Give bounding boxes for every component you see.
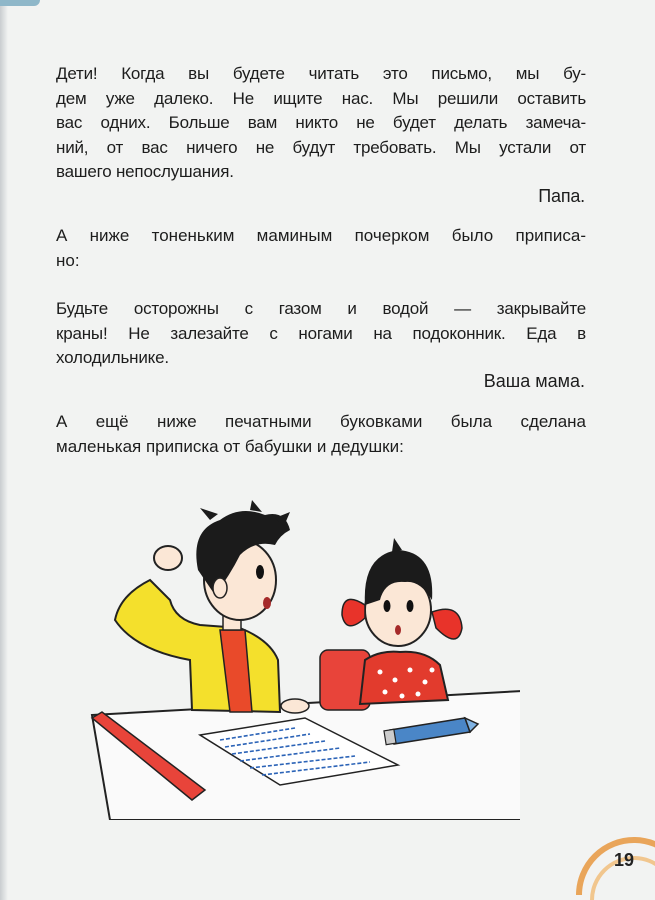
spine-shadow xyxy=(0,0,8,900)
text-line: А ниже тоненьким маминым почерком было приписа- xyxy=(56,226,586,245)
text-line: но: xyxy=(56,250,80,270)
text-line: Будьте осторожны с газом и водой — закрывайте xyxy=(56,299,586,318)
letter-paragraph xyxy=(56,62,586,185)
boy xyxy=(115,500,309,713)
text-line: вас одних. Больше вам никто не будет делать замеча- xyxy=(56,113,586,132)
text-line: ний, от вас ничего не будут требовать. Мы устали от xyxy=(56,137,586,157)
mother-note-paragraph xyxy=(56,297,586,371)
page-number: 19 xyxy=(614,850,635,870)
text-line: маленькая приписка от бабушки и дедушки: xyxy=(56,436,404,456)
text-line: вашего непослушания. xyxy=(56,162,234,181)
corner-mark xyxy=(0,0,40,6)
signature-papa: Папа. xyxy=(538,186,585,206)
narration-paragraph-2 xyxy=(56,410,586,459)
text-line: холодильнике. xyxy=(56,348,169,367)
signature-mama: Ваша мама. xyxy=(483,371,585,391)
text-line: дем уже далеко. Не ищите нас. Мы решили оставить xyxy=(56,88,586,108)
narration-paragraph xyxy=(56,224,586,273)
text-line: краны! Не залезайте с ногами на подоконник. Еда в xyxy=(56,323,586,343)
girl xyxy=(320,538,462,710)
text-line: Дети! Когда вы будете читать это письмо, мы бу- xyxy=(56,64,586,83)
children-illustration xyxy=(80,500,520,820)
text-line: А ещё ниже печатными буковками была сделана xyxy=(56,412,586,431)
